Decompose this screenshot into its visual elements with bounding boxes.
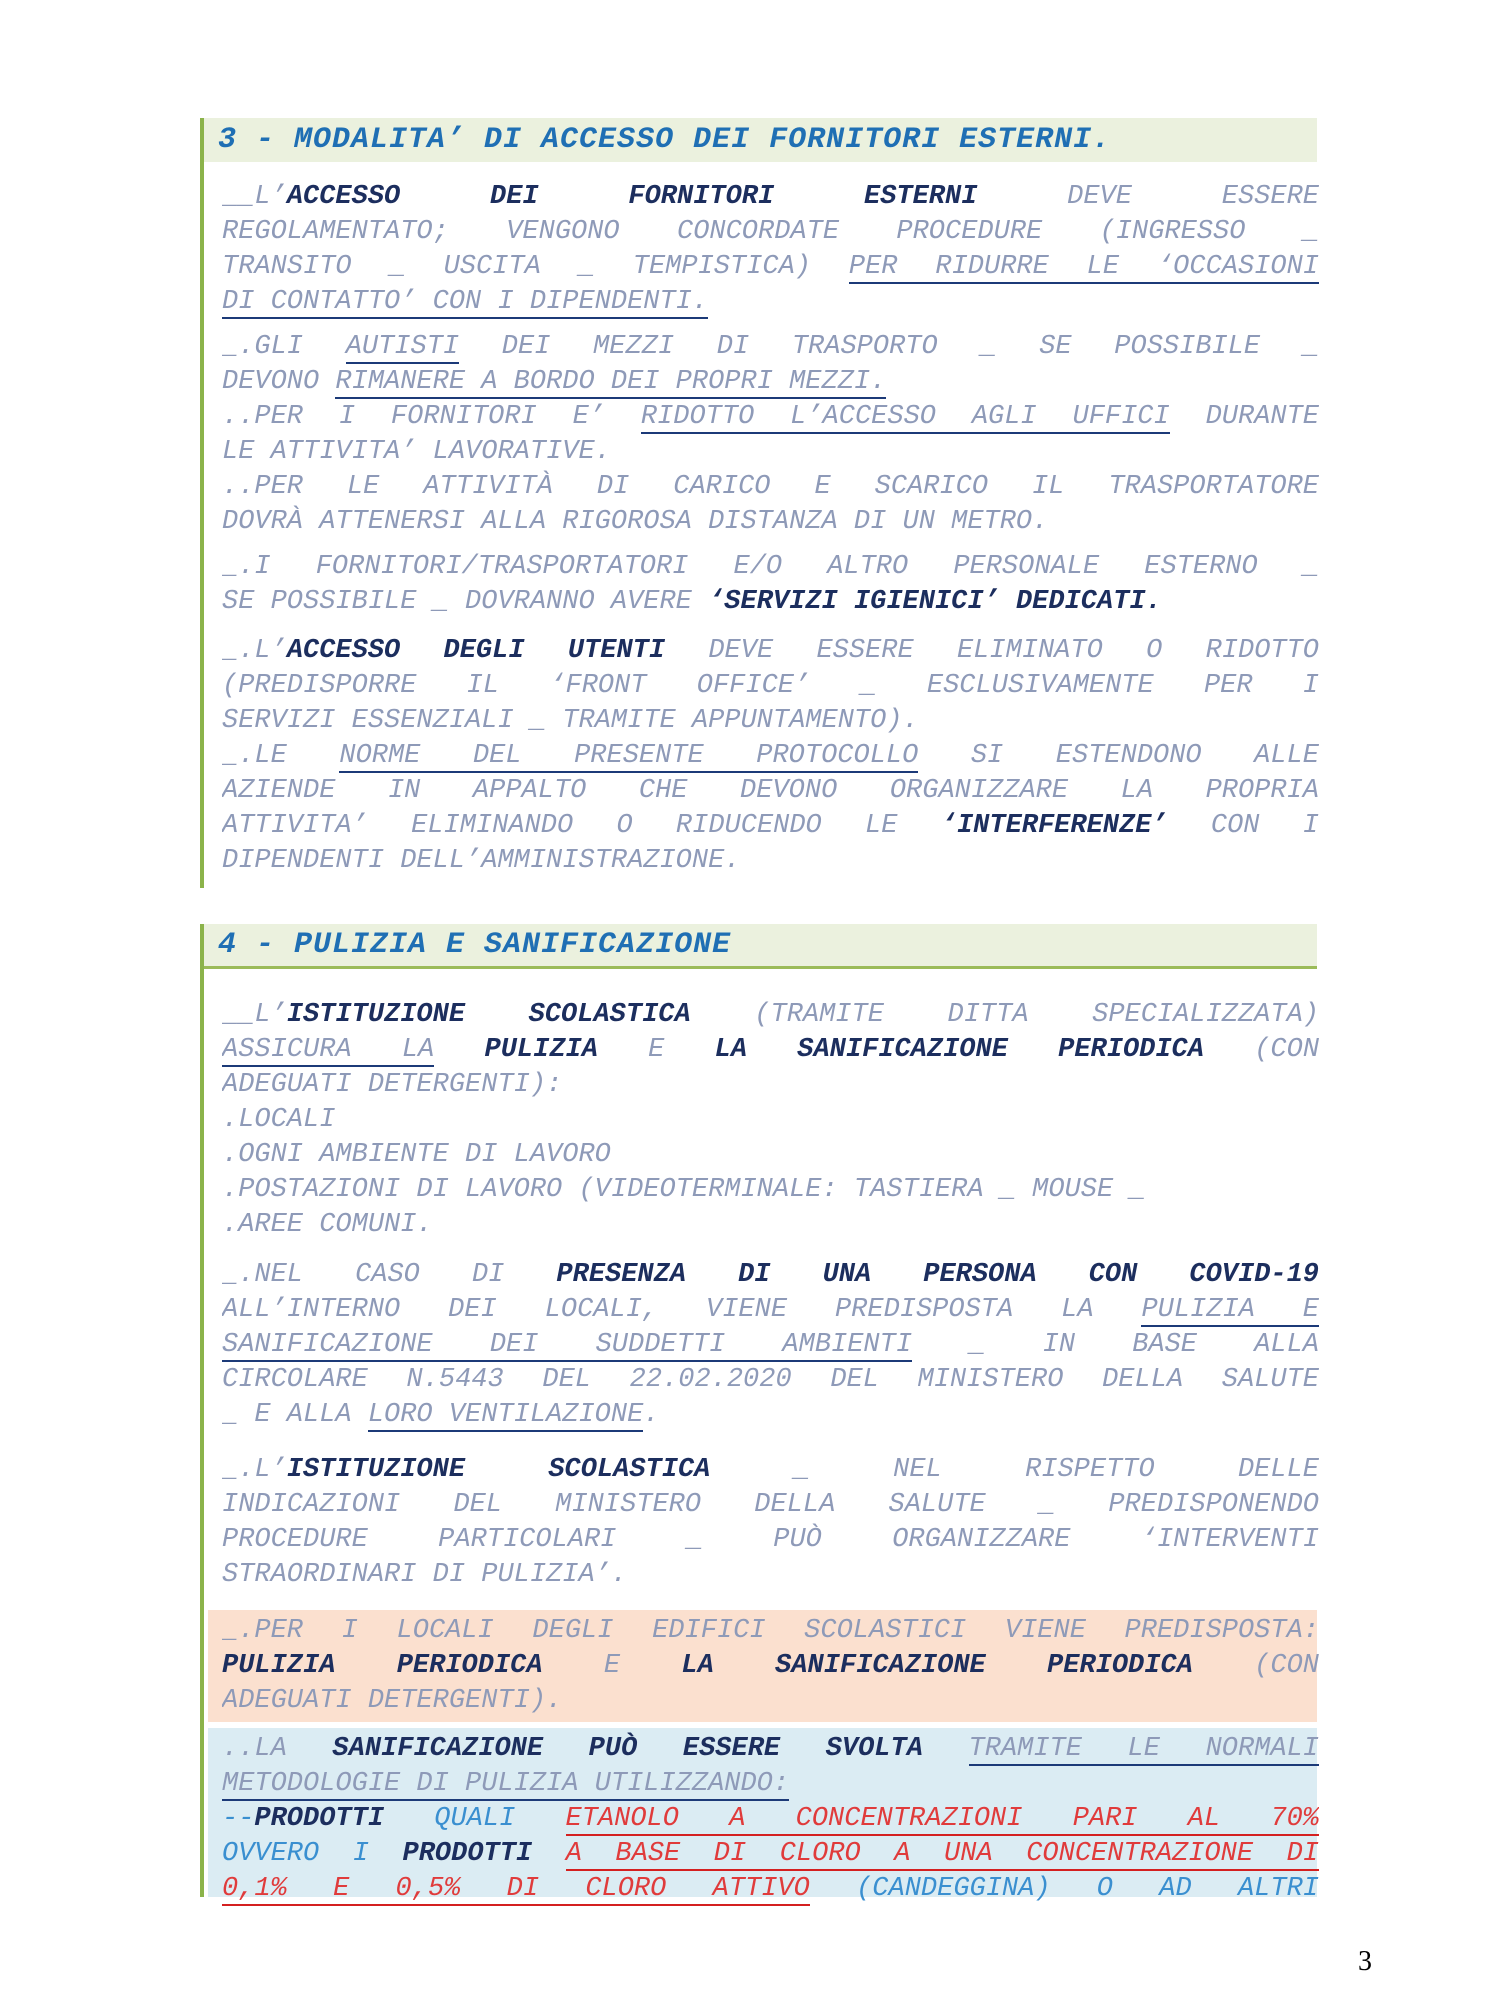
text-line: [222, 1523, 1319, 1558]
text-segment: (CANDEGGINA) O AD ALTRI: [809, 1874, 1319, 1904]
text-segment: DEVE ESSERE ELIMINATO O RIDOTTO: [665, 636, 1319, 666]
text-line: [222, 1558, 1319, 1593]
text-line: [222, 365, 1319, 400]
text-segment: ADEGUATI DETERGENTI):: [222, 1070, 563, 1100]
text-line: [222, 215, 1319, 250]
text-segment: SERVIZI ESSENZIALI _ TRAMITE APPUNTAMENTO).: [222, 706, 919, 736]
text-segment: AZIENDE IN APPALTO CHE DEVONO ORGANIZZARE LA PROPRIA: [222, 776, 1319, 806]
text-line: [222, 1398, 1319, 1433]
text-segment: _.PER I LOCALI DEGLI EDIFICI SCOLASTICI VIENE PREDISPOSTA:: [222, 1616, 1319, 1646]
section-3: [200, 118, 1317, 888]
text-segment: TRANSITO _ USCITA _ TEMPISTICA): [222, 252, 849, 282]
text-segment: LA SANIFICAZIONE PERIODICA: [714, 1035, 1204, 1065]
text-segment: PULIZIA PERIODICA: [222, 1651, 543, 1681]
text-line: [222, 1488, 1319, 1523]
text-line: [222, 250, 1319, 285]
text-segment: ACCESSO DEI FORNITORI ESTERNI: [286, 182, 978, 212]
text-line: [222, 1684, 1319, 1719]
text-line: [222, 704, 1319, 739]
text-segment: (CON: [1203, 1035, 1319, 1065]
text-line: [222, 1649, 1319, 1684]
text-segment: E: [597, 1035, 715, 1065]
text-segment: SI ESTENDONO ALLE: [918, 741, 1319, 771]
text-line: [222, 1208, 1319, 1243]
text-line: [222, 1258, 1319, 1293]
text-line: [222, 1837, 1319, 1872]
paragraph-sanitization-products: [222, 1732, 1319, 1907]
text-segment: NORME DEL PRESENTE PROTOCOLLO: [339, 741, 919, 771]
text-line: [222, 285, 1319, 320]
text-line: [222, 1173, 1319, 1208]
text-line: [222, 470, 1319, 505]
text-segment: RIMANERE A BORDO DEI PROPRI MEZZI.: [335, 367, 887, 397]
text-segment: PULIZIA: [484, 1035, 598, 1065]
text-segment: PRODOTTI: [254, 1804, 385, 1834]
text-line: [222, 1328, 1319, 1363]
section-4-heading: [204, 924, 1317, 969]
text-segment: ADEGUATI DETERGENTI).: [222, 1686, 563, 1716]
text-segment: .OGNI AMBIENTE DI LAVORO: [222, 1140, 611, 1170]
text-segment: DEVE ESSERE: [977, 182, 1319, 212]
text-segment: [434, 1035, 484, 1065]
text-segment: DI CONTATTO’ CON I DIPENDENTI.: [222, 287, 709, 317]
text-line: [222, 1802, 1319, 1837]
text-line: [222, 1872, 1319, 1907]
text-segment: ‘INTERFERENZE’: [940, 811, 1168, 841]
paragraph-drivers: [222, 330, 1319, 540]
paragraph-covid-case: [222, 1258, 1319, 1433]
text-line: [222, 550, 1319, 585]
text-segment: E: [542, 1651, 682, 1681]
paragraph-dedicated-toilets: [222, 550, 1319, 620]
text-segment: LE ATTIVITA’ LAVORATIVE.: [222, 437, 611, 467]
text-segment: METODOLOGIE DI PULIZIA UTILIZZANDO:: [222, 1769, 790, 1799]
text-line: [222, 1138, 1319, 1173]
text-segment: QUALI: [384, 1804, 566, 1834]
text-segment: .AREE COMUNI.: [222, 1210, 433, 1240]
text-segment: RIDOTTO L’ACCESSO AGLI UFFICI: [640, 402, 1170, 432]
text-segment: _.I FORNITORI/TRASPORTATORI E/O ALTRO PERSONALE ESTERNO _: [222, 552, 1319, 582]
paragraph-user-access: [222, 634, 1319, 879]
text-segment: (CON: [1192, 1651, 1319, 1681]
text-segment: [532, 1839, 566, 1869]
text-segment: STRAORDINARI DI PULIZIA’.: [222, 1560, 628, 1590]
text-line: [222, 669, 1319, 704]
text-line: [222, 330, 1319, 365]
paragraph-extraordinary-interventions: [222, 1453, 1319, 1593]
text-segment: TRAMITE LE NORMALI: [968, 1734, 1319, 1764]
text-segment: 0,1% E 0,5% DI CLORO ATTIVO: [222, 1874, 810, 1904]
text-segment: ISTITUZIONE SCOLASTICA: [286, 1000, 691, 1030]
text-segment: ASSICURA LA: [222, 1035, 435, 1065]
text-segment: ACCESSO DEGLI UTENTI: [286, 636, 666, 666]
text-line: [222, 809, 1319, 844]
text-line: [222, 1103, 1319, 1138]
text-segment: PULIZIA E: [1141, 1295, 1319, 1325]
text-segment: PER RIDURRE LE ‘OCCASIONI: [848, 252, 1319, 282]
text-segment: __L’: [222, 182, 287, 212]
text-segment: _ NEL RISPETTO DELLE: [710, 1455, 1319, 1485]
text-segment: _ E ALLA: [222, 1400, 368, 1430]
text-segment: (TRAMITE DITTA SPECIALIZZATA): [690, 1000, 1319, 1030]
text-segment: --: [222, 1804, 255, 1834]
section-3-heading: [204, 118, 1317, 162]
text-segment: SANIFICAZIONE DEI SUDDETTI AMBIENTI: [222, 1330, 913, 1360]
text-segment: DURANTE: [1169, 402, 1319, 432]
text-line: [222, 844, 1319, 879]
text-segment: INDICAZIONI DEL MINISTERO DELLA SALUTE _ PREDISPONENDO: [222, 1490, 1319, 1520]
text-segment: __L’: [222, 1000, 287, 1030]
text-segment: PRODOTTI: [402, 1839, 533, 1869]
text-segment: PRESENZA DI UNA PERSONA CON COVID-19: [556, 1260, 1319, 1290]
text-line: [222, 998, 1319, 1033]
text-segment: AUTISTI: [345, 332, 460, 362]
text-line: [222, 739, 1319, 774]
section-4: [200, 924, 1319, 1904]
text-segment: _.L’: [222, 636, 287, 666]
text-line: [222, 1293, 1319, 1328]
text-line: [222, 1068, 1319, 1103]
text-segment: _ IN BASE ALLA: [912, 1330, 1319, 1360]
text-segment: CIRCOLARE N.5443 DEL 22.02.2020 DEL MINISTERO DELLA SALUTE: [222, 1365, 1319, 1395]
text-line: [222, 1453, 1319, 1488]
text-line: [222, 435, 1319, 470]
text-segment: A BASE DI CLORO A UNA CONCENTRAZIONE DI: [565, 1839, 1319, 1869]
text-segment: DIPENDENTI DELL’AMMINISTRAZIONE.: [222, 846, 741, 876]
text-line: [222, 1767, 1319, 1802]
page-number: 3: [1358, 1946, 1372, 1977]
text-segment: LORO VENTILAZIONE: [367, 1400, 644, 1430]
paragraph-supplier-access: [222, 180, 1319, 320]
text-line: [222, 505, 1319, 540]
text-segment: DOVRÀ ATTENERSI ALLA RIGOROSA DISTANZA DI UN METRO.: [222, 507, 1049, 537]
text-line: [222, 585, 1319, 620]
text-segment: _.L’: [222, 1455, 287, 1485]
text-segment: ..PER LE ATTIVITÀ DI CARICO E SCARICO IL TRASPORTATORE: [222, 472, 1319, 502]
text-segment: SE POSSIBILE _ DOVRANNO AVERE: [222, 587, 709, 617]
text-segment: LA SANIFICAZIONE PERIODICA: [681, 1651, 1193, 1681]
text-segment: DEI MEZZI DI TRASPORTO _ SE POSSIBILE _: [459, 332, 1319, 362]
text-segment: (PREDISPORRE IL ‘FRONT OFFICE’ _ ESCLUSIVAMENTE PER I: [222, 671, 1319, 701]
text-segment: .LOCALI: [222, 1105, 336, 1135]
text-segment: OVVERO I: [222, 1839, 403, 1869]
text-segment: ..LA: [222, 1734, 333, 1764]
text-segment: ISTITUZIONE SCOLASTICA: [286, 1455, 711, 1485]
text-segment: ‘SERVIZI IGIENICI’ DEDICATI.: [708, 587, 1162, 617]
text-line: [222, 1363, 1319, 1398]
text-segment: SANIFICAZIONE PUÒ ESSERE SVOLTA: [332, 1734, 923, 1764]
text-segment: ETANOLO A CONCENTRAZIONI PARI AL 70%: [565, 1804, 1319, 1834]
section-4-title: 4 - PULIZIA E SANIFICAZIONE: [218, 928, 732, 962]
text-segment: _.GLI: [222, 332, 346, 362]
text-segment: CON I: [1167, 811, 1319, 841]
text-segment: _.LE: [222, 741, 340, 771]
text-segment: PROCEDURE PARTICOLARI _ PUÒ ORGANIZZARE ‘INTERVENTI: [222, 1525, 1319, 1555]
text-segment: REGOLAMENTATO; VENGONO CONCORDATE PROCEDURE (INGRESSO _: [222, 217, 1319, 247]
text-line: [222, 1732, 1319, 1767]
text-line: [222, 1614, 1319, 1649]
text-segment: [923, 1734, 969, 1764]
text-line: [222, 1033, 1319, 1068]
paragraph-cleaning-duty: [222, 998, 1319, 1243]
text-line: [222, 774, 1319, 809]
text-line: [222, 180, 1319, 215]
paragraph-school-premises: [222, 1614, 1319, 1719]
text-segment: DEVONO: [222, 367, 336, 397]
text-segment: .POSTAZIONI DI LAVORO (VIDEOTERMINALE: TASTIERA _ MOUSE _: [222, 1175, 1146, 1205]
section-3-title: 3 - MODALITA’ DI ACCESSO DEI FORNITORI ESTERNI.: [218, 123, 1112, 157]
text-line: [222, 400, 1319, 435]
text-segment: ALL’INTERNO DEI LOCALI, VIENE PREDISPOSTA LA: [222, 1295, 1142, 1325]
text-segment: .: [643, 1400, 660, 1430]
text-line: [222, 634, 1319, 669]
text-segment: ..PER I FORNITORI E’: [222, 402, 641, 432]
text-segment: ATTIVITA’ ELIMINANDO O RIDUCENDO LE: [222, 811, 941, 841]
text-segment: _.NEL CASO DI: [222, 1260, 557, 1290]
